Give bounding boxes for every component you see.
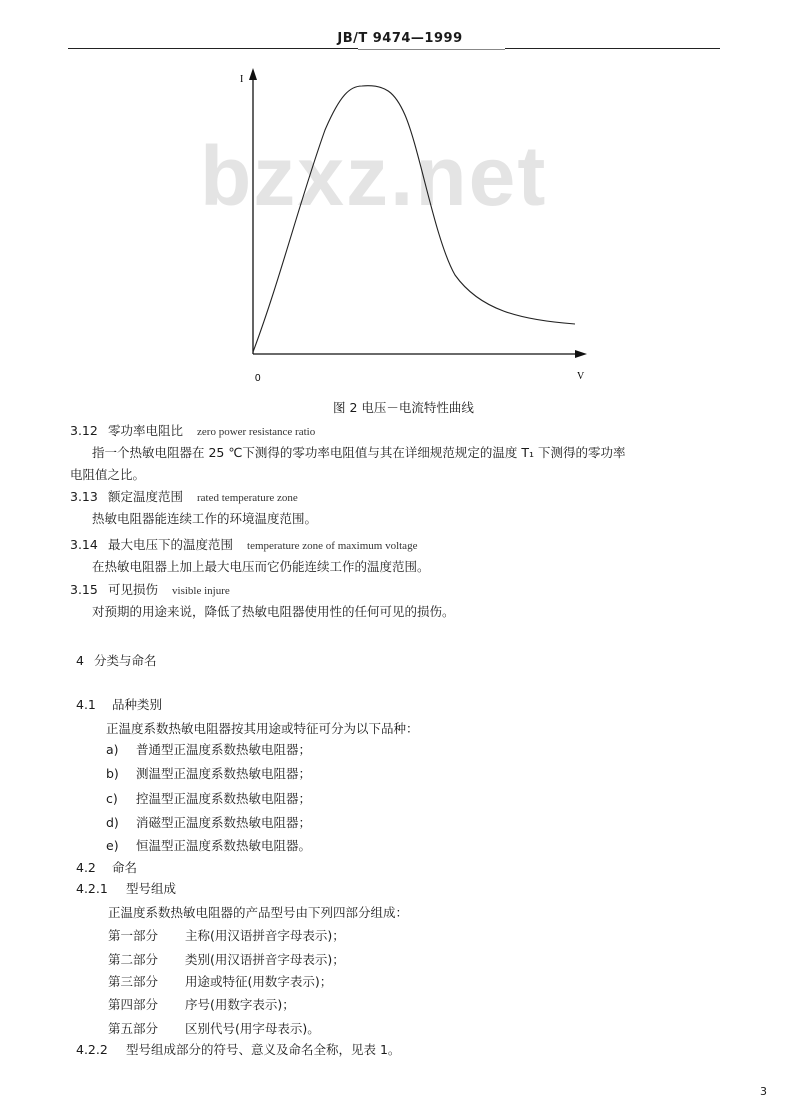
part-label: 第五部分 (108, 1021, 159, 1036)
paragraph: 在热敏电阻器上加上最大电压而它仍能连续工作的温度范围。 (92, 559, 430, 574)
paragraph: 正温度系数热敏电阻器按其用途或特征可分为以下品种： (106, 721, 419, 736)
model-part (108, 952, 345, 968)
list-text: 恒温型正温度系数热敏电阻器。 (136, 838, 312, 853)
list-item (106, 815, 311, 831)
section-3-13-heading (70, 489, 298, 506)
list-marker: c) (106, 791, 118, 806)
section-title-en: visible injure (172, 585, 230, 597)
y-axis-label: I (240, 74, 244, 85)
list-item (106, 838, 311, 854)
section-title: 可见损伤 (108, 582, 159, 597)
list-marker: e) (106, 838, 119, 853)
part-label: 第三部分 (108, 974, 159, 989)
section-3-12-heading (70, 423, 315, 440)
section-title: 型号组成 (126, 881, 177, 896)
part-label: 第二部分 (108, 952, 159, 967)
list-text: 控温型正温度系数热敏电阻器； (136, 791, 312, 806)
chapter-title: 分类与命名 (94, 653, 157, 668)
list-marker: b) (106, 766, 119, 781)
paragraph: 指一个热敏电阻器在 25 ℃下测得的零功率电阻值与其在详细规范规定的温度 T₁ 下测得的零功率 (92, 445, 626, 460)
section-number: 4.2.2 (76, 1042, 108, 1057)
section-title: 额定温度范围 (108, 489, 184, 504)
section-number: 4.2 (76, 860, 96, 875)
paragraph: 正温度系数热敏电阻器的产品型号由下列四部分组成： (108, 905, 409, 920)
part-text: 区别代号(用字母表示)。 (185, 1021, 320, 1036)
y-axis-arrow-icon (249, 68, 257, 80)
paragraph: 对预期的用途来说，降低了热敏电阻器使用性的任何可见的损伤。 (92, 604, 455, 619)
list-item (106, 766, 311, 782)
list-marker: a) (106, 742, 119, 757)
section-number: 4.1 (76, 697, 96, 712)
section-4-2-2 (76, 1042, 400, 1058)
part-label: 第一部分 (108, 928, 159, 943)
section-title-en: temperature zone of maximum voltage (247, 540, 418, 552)
page-number: 3 (760, 1085, 767, 1098)
part-text: 主称(用汉语拼音字母表示)； (185, 928, 345, 943)
section-3-15-heading (70, 582, 230, 599)
list-text: 测温型正温度系数热敏电阻器； (136, 766, 312, 781)
model-part (108, 974, 332, 990)
model-part (108, 1021, 320, 1037)
section-number: 3.14 (70, 537, 98, 552)
list-text: 消磁型正温度系数热敏电阻器； (136, 815, 312, 830)
model-part (108, 928, 345, 944)
x-axis-label: V (577, 371, 585, 382)
section-title: 命名 (112, 860, 138, 875)
part-text: 序号(用数字表示)； (185, 997, 295, 1012)
chapter-4-heading (76, 653, 157, 669)
list-item (106, 742, 311, 758)
x-axis-arrow-icon (575, 350, 587, 358)
section-4-2-heading (76, 860, 137, 876)
section-number: 3.13 (70, 489, 98, 504)
part-text: 用途或特征(用数字表示)； (185, 974, 333, 989)
standard-code-header: JB/T 9474—1999 (337, 31, 463, 46)
section-title: 最大电压下的温度范围 (108, 537, 234, 552)
paragraph: 热敏电阻器能连续工作的环境温度范围。 (92, 511, 318, 526)
section-title: 品种类别 (112, 697, 163, 712)
section-number: 3.15 (70, 582, 98, 597)
model-part (108, 997, 295, 1013)
section-title-en: rated temperature zone (197, 492, 298, 504)
paragraph: 型号组成部分的符号、意义及命名全称，见表 1。 (126, 1042, 401, 1057)
section-4-1-heading (76, 697, 162, 713)
part-text: 类别(用汉语拼音字母表示)； (185, 952, 345, 967)
chapter-number: 4 (76, 653, 84, 668)
section-number: 4.2.1 (76, 881, 108, 896)
watermark: bzxz.net (200, 129, 548, 223)
paragraph: 电阻值之比。 (70, 467, 146, 482)
section-number: 3.12 (70, 423, 98, 438)
iv-curve (253, 86, 575, 352)
list-text: 普通型正温度系数热敏电阻器； (136, 742, 312, 757)
section-title: 零功率电阻比 (108, 423, 184, 438)
section-title-en: zero power resistance ratio (197, 426, 316, 438)
figure-caption: 图 2 电压－电流特性曲线 (333, 400, 474, 415)
voltage-current-figure (0, 0, 800, 420)
section-4-2-1-heading (76, 881, 176, 897)
part-label: 第四部分 (108, 997, 159, 1012)
section-3-14-heading (70, 537, 417, 554)
origin-label: 0 (255, 373, 261, 384)
list-item (106, 791, 311, 807)
list-marker: d) (106, 815, 119, 830)
